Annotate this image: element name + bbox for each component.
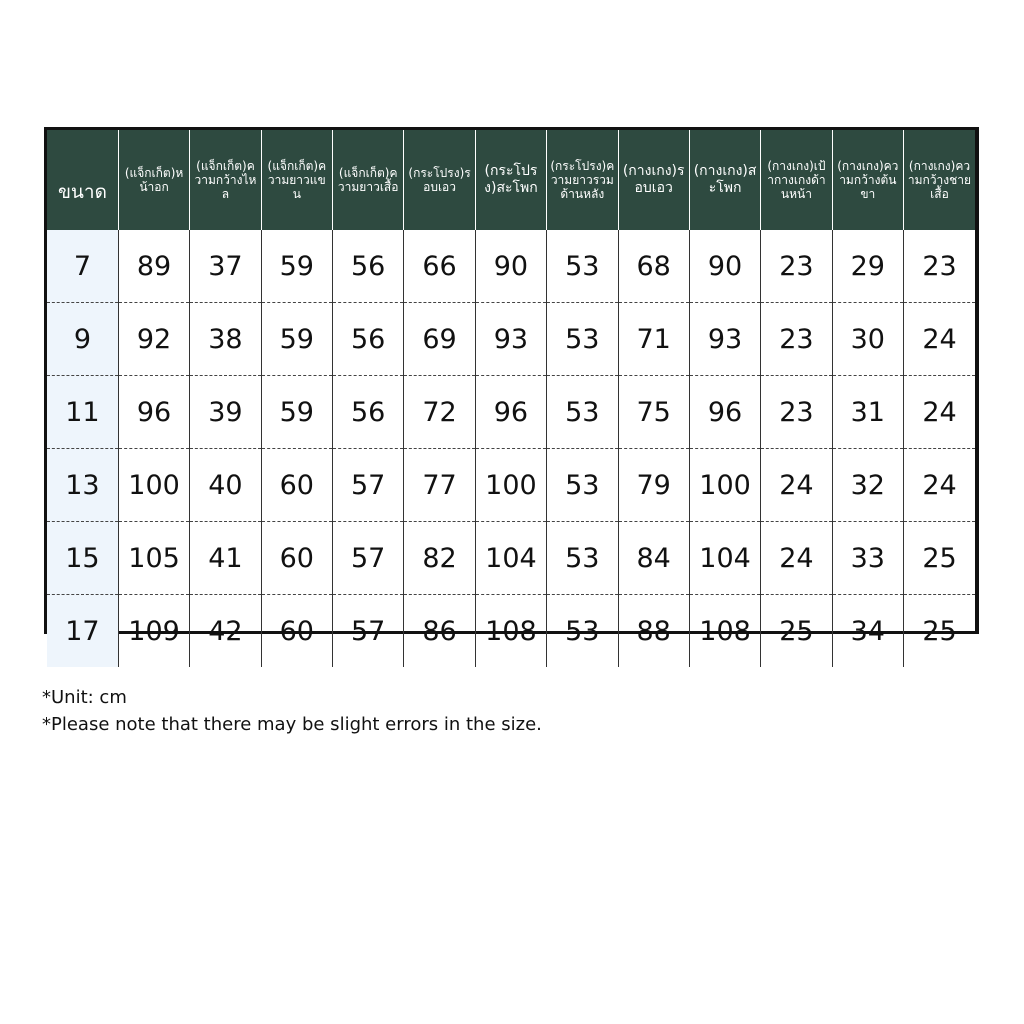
measurement-cell: 92 <box>118 303 189 376</box>
header-jacket-sleeve: (แจ็กเก็ต)ความยาวแขน <box>261 130 332 230</box>
measurement-cell: 72 <box>404 376 475 449</box>
table-row <box>47 303 975 376</box>
header-size: ขนาด <box>47 130 118 230</box>
measurement-cell: 109 <box>118 595 189 668</box>
header-pants-front-rise: (กางเกง)เป้ากางเกงด้านหน้า <box>761 130 832 230</box>
measurement-cell: 104 <box>689 522 760 595</box>
header-jacket-shoulder: (แจ็กเก็ต)ความกว้างไหล <box>190 130 261 230</box>
measurement-cell: 29 <box>832 230 903 303</box>
measurement-cell: 53 <box>547 230 618 303</box>
measurement-cell: 31 <box>832 376 903 449</box>
measurement-cell: 34 <box>832 595 903 668</box>
measurement-cell: 53 <box>547 595 618 668</box>
measurement-cell: 96 <box>475 376 546 449</box>
measurement-cell: 32 <box>832 449 903 522</box>
header-pants-thigh: (กางเกง)ความกว้างต้นขา <box>832 130 903 230</box>
size-notes <box>42 684 542 738</box>
measurement-cell: 77 <box>404 449 475 522</box>
measurement-cell: 40 <box>190 449 261 522</box>
measurement-cell: 100 <box>475 449 546 522</box>
table-row <box>47 595 975 668</box>
measurement-cell: 24 <box>761 522 832 595</box>
measurement-cell: 59 <box>261 230 332 303</box>
measurement-cell: 39 <box>190 376 261 449</box>
measurement-cell: 66 <box>404 230 475 303</box>
measurement-cell: 53 <box>547 522 618 595</box>
unit-note: *Unit: cm <box>42 687 127 708</box>
disclaimer-note: *Please note that there may be slight errors in the size. <box>42 714 542 735</box>
measurement-cell: 96 <box>118 376 189 449</box>
measurement-cell: 53 <box>547 303 618 376</box>
size-table <box>47 130 975 667</box>
measurement-cell: 56 <box>333 230 404 303</box>
measurement-cell: 38 <box>190 303 261 376</box>
header-pants-waist: (กางเกง)รอบเอว <box>618 130 689 230</box>
measurement-cell: 84 <box>618 522 689 595</box>
size-cell: 13 <box>47 449 118 522</box>
header-jacket-length: (แจ็กเก็ต)ความยาวเสื้อ <box>333 130 404 230</box>
measurement-cell: 56 <box>333 376 404 449</box>
table-row <box>47 230 975 303</box>
measurement-cell: 90 <box>689 230 760 303</box>
size-cell: 9 <box>47 303 118 376</box>
table-row <box>47 376 975 449</box>
measurement-cell: 100 <box>689 449 760 522</box>
measurement-cell: 60 <box>261 449 332 522</box>
header-skirt-back-length: (กระโปรง)ความยาวรวมด้านหลัง <box>547 130 618 230</box>
table-row <box>47 522 975 595</box>
size-cell: 7 <box>47 230 118 303</box>
measurement-cell: 79 <box>618 449 689 522</box>
measurement-cell: 105 <box>118 522 189 595</box>
measurement-cell: 59 <box>261 303 332 376</box>
table-row <box>47 449 975 522</box>
measurement-cell: 24 <box>904 376 976 449</box>
measurement-cell: 75 <box>618 376 689 449</box>
measurement-cell: 90 <box>475 230 546 303</box>
table-body <box>47 230 975 667</box>
table-header-row <box>47 130 975 230</box>
measurement-cell: 37 <box>190 230 261 303</box>
measurement-cell: 30 <box>832 303 903 376</box>
measurement-cell: 23 <box>761 230 832 303</box>
measurement-cell: 60 <box>261 522 332 595</box>
measurement-cell: 24 <box>904 303 976 376</box>
measurement-cell: 25 <box>904 595 976 668</box>
header-jacket-chest: (แจ็กเก็ต)หน้าอก <box>118 130 189 230</box>
measurement-cell: 71 <box>618 303 689 376</box>
measurement-cell: 108 <box>689 595 760 668</box>
measurement-cell: 104 <box>475 522 546 595</box>
measurement-cell: 68 <box>618 230 689 303</box>
measurement-cell: 25 <box>904 522 976 595</box>
measurement-cell: 93 <box>475 303 546 376</box>
measurement-cell: 93 <box>689 303 760 376</box>
header-pants-hip: (กางเกง)สะโพก <box>689 130 760 230</box>
measurement-cell: 23 <box>904 230 976 303</box>
measurement-cell: 24 <box>904 449 976 522</box>
size-chart-table <box>44 127 979 647</box>
measurement-cell: 56 <box>333 303 404 376</box>
header-pants-hem: (กางเกง)ความกว้างชายเสื้อ <box>904 130 976 230</box>
measurement-cell: 100 <box>118 449 189 522</box>
measurement-cell: 69 <box>404 303 475 376</box>
measurement-cell: 86 <box>404 595 475 668</box>
measurement-cell: 25 <box>761 595 832 668</box>
measurement-cell: 88 <box>618 595 689 668</box>
measurement-cell: 41 <box>190 522 261 595</box>
measurement-cell: 33 <box>832 522 903 595</box>
measurement-cell: 108 <box>475 595 546 668</box>
measurement-cell: 57 <box>333 595 404 668</box>
measurement-cell: 23 <box>761 303 832 376</box>
header-skirt-hip: (กระโปรง)สะโพก <box>475 130 546 230</box>
measurement-cell: 53 <box>547 449 618 522</box>
measurement-cell: 24 <box>761 449 832 522</box>
measurement-cell: 57 <box>333 449 404 522</box>
size-cell: 15 <box>47 522 118 595</box>
measurement-cell: 53 <box>547 376 618 449</box>
size-cell: 11 <box>47 376 118 449</box>
measurement-cell: 96 <box>689 376 760 449</box>
measurement-cell: 82 <box>404 522 475 595</box>
measurement-cell: 59 <box>261 376 332 449</box>
measurement-cell: 60 <box>261 595 332 668</box>
measurement-cell: 42 <box>190 595 261 668</box>
measurement-cell: 89 <box>118 230 189 303</box>
size-cell: 17 <box>47 595 118 668</box>
measurement-cell: 57 <box>333 522 404 595</box>
header-skirt-waist: (กระโปรง)รอบเอว <box>404 130 475 230</box>
measurement-cell: 23 <box>761 376 832 449</box>
